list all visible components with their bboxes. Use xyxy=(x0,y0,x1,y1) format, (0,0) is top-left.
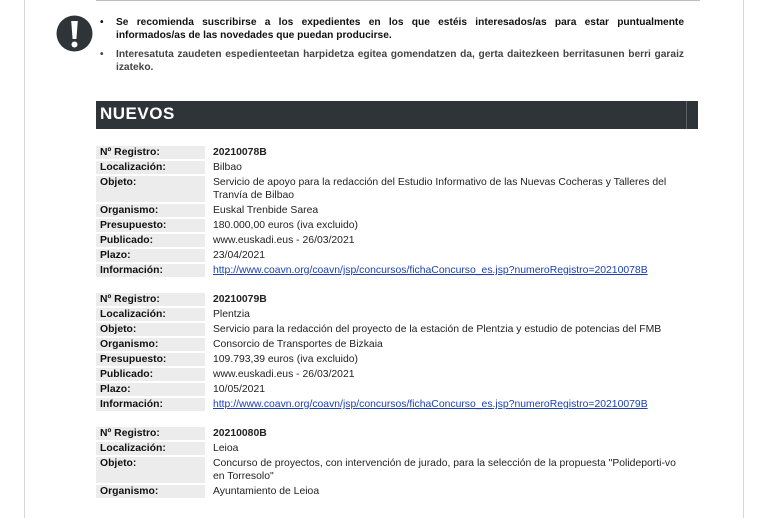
label-localizacion: Localización: xyxy=(96,161,205,174)
info-link[interactable]: http://www.coavn.org/coavn/jsp/concursos/fichaConcurso_es.jsp?numeroRegistro=20210078B xyxy=(213,265,648,276)
record-20210080B xyxy=(96,426,700,499)
label-organismo: Organismo: xyxy=(96,485,205,498)
value-objeto: Concurso de proyectos, con intervención de jurado, para la selección de la propuesta "Polideporti-vo en Torresolo" xyxy=(213,458,676,482)
top-divider xyxy=(96,0,700,1)
value-registro: 20210080B xyxy=(213,428,267,439)
label-informacion: Información: xyxy=(96,398,205,411)
record-row-localizacion xyxy=(96,441,700,456)
record-row-plazo xyxy=(96,248,700,263)
record-row-publicado xyxy=(96,233,700,248)
record-row-registro xyxy=(96,292,700,307)
record-row-registro xyxy=(96,426,700,441)
record-row-organismo xyxy=(96,484,700,499)
label-localizacion: Localización: xyxy=(96,308,205,321)
label-organismo: Organismo: xyxy=(96,204,205,217)
value-publicado: www.euskadi.eus - 26/03/2021 xyxy=(213,235,355,246)
info-link[interactable]: http://www.coavn.org/coavn/jsp/concursos/fichaConcurso_es.jsp?numeroRegistro=20210079B xyxy=(213,399,648,410)
label-plazo: Plazo: xyxy=(96,383,205,396)
label-registro: Nº Registro: xyxy=(96,293,205,306)
record-20210079B xyxy=(96,292,700,412)
record-row-localizacion xyxy=(96,160,700,175)
value-publicado: www.euskadi.eus - 26/03/2021 xyxy=(213,369,355,380)
label-objeto: Objeto: xyxy=(96,457,205,483)
label-plazo: Plazo: xyxy=(96,249,205,262)
value-registro: 20210078B xyxy=(213,147,267,158)
label-registro: Nº Registro: xyxy=(96,427,205,440)
value-informacion xyxy=(205,264,700,277)
record-row-presupuesto xyxy=(96,352,700,367)
value-plazo: 10/05/2021 xyxy=(213,384,266,395)
notice-es: • Se recomienda suscribirse a los expedientes en los que estéis interesados/as para estar puntualmente informados/as de las novedades que puedan producirse. xyxy=(100,16,684,42)
record-row-informacion xyxy=(96,397,700,412)
label-presupuesto: Presupuesto: xyxy=(96,353,205,366)
value-informacion xyxy=(205,398,700,411)
label-objeto: Objeto: xyxy=(96,176,205,202)
record-row-organismo xyxy=(96,203,700,218)
record-row-informacion xyxy=(96,263,700,278)
value-organismo: Euskal Trenbide Sarea xyxy=(213,205,319,216)
record-row-objeto xyxy=(96,456,700,484)
records-list xyxy=(96,145,700,513)
label-publicado: Publicado: xyxy=(96,234,205,247)
record-row-objeto xyxy=(96,175,700,203)
record-row-registro xyxy=(96,145,700,160)
label-presupuesto: Presupuesto: xyxy=(96,219,205,232)
section-header xyxy=(96,101,698,129)
value-presupuesto: 180.000,00 euros (iva excluido) xyxy=(213,220,358,231)
label-localizacion: Localización: xyxy=(96,442,205,455)
record-row-localizacion xyxy=(96,307,700,322)
record-row-organismo xyxy=(96,337,700,352)
value-organismo: Consorcio de Transportes de Bizkaia xyxy=(213,339,383,350)
record-row-publicado xyxy=(96,367,700,382)
subscription-notice xyxy=(100,16,684,74)
value-localizacion: Bilbao xyxy=(213,162,242,173)
value-localizacion: Leioa xyxy=(213,443,239,454)
value-objeto: Servicio para la redacción del proyecto de la estación de Plentzia y estudio de potencias del FMB xyxy=(213,324,662,335)
label-registro: Nº Registro: xyxy=(96,146,205,159)
header-separator xyxy=(686,101,687,129)
value-objeto: Servicio de apoyo para la redacción del Estudio Informativo de las Nuevas Cocheras y Talleres del Tranvía de Bilbao xyxy=(213,177,667,201)
record-20210078B xyxy=(96,145,700,278)
notice-eu: • Interesatuta zaudeten espedienteetan harpidetza egitea gomendatzen da, gerta daitezkeen berritasunen berri garaiz izateko. xyxy=(100,48,684,74)
record-row-presupuesto xyxy=(96,218,700,233)
exclamation-icon xyxy=(56,15,93,52)
record-row-plazo xyxy=(96,382,700,397)
record-row-objeto xyxy=(96,322,700,337)
value-presupuesto: 109.793,39 euros (iva excluido) xyxy=(213,354,358,365)
label-publicado: Publicado: xyxy=(96,368,205,381)
value-plazo: 23/04/2021 xyxy=(213,250,266,261)
value-registro: 20210079B xyxy=(213,294,267,305)
value-organismo: Ayuntamiento de Leioa xyxy=(213,486,320,497)
label-objeto: Objeto: xyxy=(96,323,205,336)
label-informacion: Información: xyxy=(96,264,205,277)
label-organismo: Organismo: xyxy=(96,338,205,351)
section-title: NUEVOS xyxy=(100,104,175,123)
value-localizacion: Plentzia xyxy=(213,309,250,320)
